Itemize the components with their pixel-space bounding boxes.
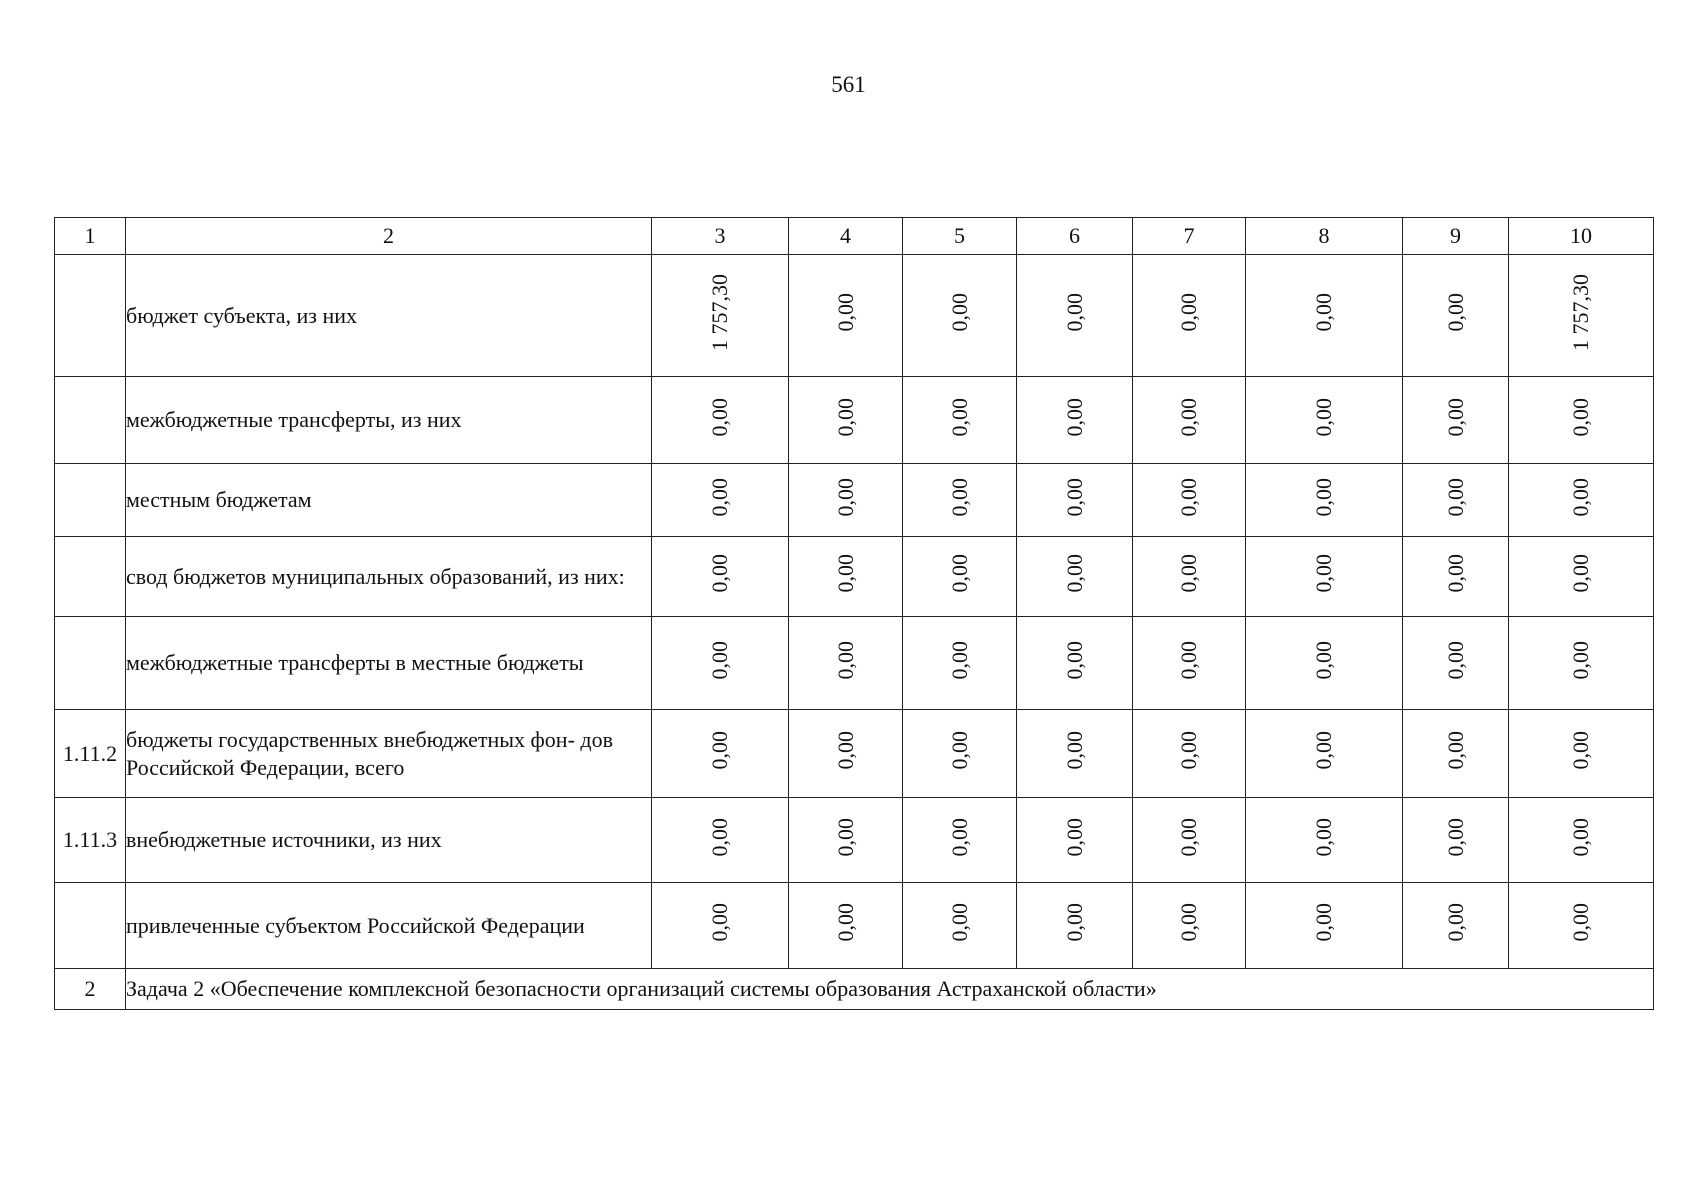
- value-cell: [789, 377, 903, 464]
- value-cell: [1403, 710, 1509, 798]
- value-text: 0,00: [1442, 397, 1468, 437]
- value-cell: [903, 537, 1017, 617]
- value-text: 0,00: [1568, 817, 1593, 857]
- value-text: 0,00: [1311, 640, 1336, 680]
- value-cell: [789, 710, 903, 798]
- column-header: 7: [1133, 218, 1246, 255]
- value-text: 0,00: [707, 397, 732, 437]
- value-cell: [789, 537, 903, 617]
- value-text: 0,00: [1176, 477, 1201, 517]
- value-cell: [1133, 464, 1246, 537]
- value-cell: [1133, 617, 1246, 710]
- value-text: 0,00: [1311, 397, 1336, 437]
- value-text: 0,00: [1311, 477, 1336, 517]
- column-header: 10: [1509, 218, 1654, 255]
- value-cell: [1246, 710, 1403, 798]
- value-cell: [1133, 255, 1246, 377]
- header-row: [55, 218, 1654, 255]
- value-cell: [1509, 464, 1654, 537]
- value-cell: [652, 883, 789, 969]
- row-number: 1.11.2: [55, 710, 126, 798]
- row-label: бюджеты государственных внебюджетных фон- дов Российской Федерации, всего: [126, 710, 652, 798]
- value-cell: [652, 617, 789, 710]
- value-text: 0,00: [832, 731, 858, 770]
- value-text: 0,00: [946, 731, 972, 770]
- value-text: 0,00: [1442, 477, 1468, 517]
- column-header: 8: [1246, 218, 1403, 255]
- row-label: местным бюджетам: [126, 464, 652, 537]
- value-cell: [652, 464, 789, 537]
- value-cell: [1403, 883, 1509, 969]
- value-cell: [1133, 710, 1246, 798]
- value-text: 0,00: [946, 554, 972, 593]
- row-number: [55, 255, 126, 377]
- value-cell: [1509, 710, 1654, 798]
- value-text: 0,00: [1176, 554, 1201, 593]
- table-row: [55, 617, 1654, 710]
- value-cell: [789, 798, 903, 883]
- table-row: [55, 710, 1654, 798]
- value-text: 0,00: [832, 903, 858, 942]
- value-cell: [1246, 537, 1403, 617]
- row-number: 1.11.3: [55, 798, 126, 883]
- value-cell: [1509, 883, 1654, 969]
- column-header: 1: [55, 218, 126, 255]
- value-cell: [1246, 464, 1403, 537]
- value-text: 0,00: [1311, 817, 1336, 857]
- value-cell: [1403, 617, 1509, 710]
- budget-table: [54, 217, 1654, 1010]
- value-cell: [903, 883, 1017, 969]
- value-text: 0,00: [946, 903, 972, 942]
- value-text: 0,00: [1442, 293, 1468, 332]
- row-number: [55, 883, 126, 969]
- value-text: 0,00: [1061, 640, 1087, 680]
- value-cell: [1017, 464, 1133, 537]
- value-text: 0,00: [1311, 293, 1336, 332]
- value-text: 0,00: [1568, 554, 1593, 593]
- value-cell: [1403, 798, 1509, 883]
- value-text: 0,00: [1442, 817, 1468, 857]
- value-text: 0,00: [946, 817, 972, 857]
- value-text: 0,00: [1176, 817, 1201, 857]
- value-cell: [903, 710, 1017, 798]
- value-text: 0,00: [1061, 731, 1087, 770]
- value-text: 0,00: [707, 817, 732, 857]
- row-number: [55, 464, 126, 537]
- value-cell: [1403, 377, 1509, 464]
- value-cell: [789, 464, 903, 537]
- column-header: 4: [789, 218, 903, 255]
- value-text: 0,00: [946, 397, 972, 437]
- value-cell: [652, 798, 789, 883]
- value-text: 0,00: [1442, 731, 1468, 770]
- value-text: 0,00: [1442, 554, 1468, 593]
- value-text: 0,00: [1061, 903, 1087, 942]
- value-cell: [1403, 464, 1509, 537]
- value-cell: [652, 537, 789, 617]
- value-text: 0,00: [1442, 903, 1468, 942]
- value-cell: [1133, 883, 1246, 969]
- row-number: [55, 537, 126, 617]
- value-text: 0,00: [1061, 554, 1087, 593]
- value-text: 0,00: [1061, 477, 1087, 517]
- row-label: свод бюджетов муниципальных образований, из них:: [126, 537, 652, 617]
- table-row: [55, 798, 1654, 883]
- value-cell: [1403, 255, 1509, 377]
- value-text: 0,00: [1176, 640, 1201, 680]
- task-row: [55, 969, 1654, 1010]
- value-text: 0,00: [1568, 640, 1593, 680]
- value-text: 0,00: [832, 817, 858, 857]
- table-row: [55, 883, 1654, 969]
- value-cell: [1017, 883, 1133, 969]
- value-text: 0,00: [946, 293, 972, 332]
- value-cell: [1133, 377, 1246, 464]
- value-cell: [1509, 537, 1654, 617]
- value-text: 0,00: [1061, 817, 1087, 857]
- value-text: 1 757,30: [1568, 274, 1593, 351]
- value-cell: [903, 255, 1017, 377]
- value-text: 1 757,30: [707, 274, 732, 351]
- value-cell: [1509, 377, 1654, 464]
- value-text: 0,00: [1176, 397, 1201, 437]
- value-text: 0,00: [1311, 731, 1336, 770]
- row-label: внебюджетные источники, из них: [126, 798, 652, 883]
- column-header: 5: [903, 218, 1017, 255]
- value-text: 0,00: [1311, 903, 1336, 942]
- value-text: 0,00: [832, 397, 858, 437]
- value-cell: [1246, 255, 1403, 377]
- value-cell: [1017, 255, 1133, 377]
- value-text: 0,00: [1176, 731, 1201, 770]
- column-header: 3: [652, 218, 789, 255]
- value-cell: [1017, 377, 1133, 464]
- row-label: бюджет субъекта, из них: [126, 255, 652, 377]
- task-number: 2: [55, 969, 126, 1010]
- value-cell: [903, 617, 1017, 710]
- value-text: 0,00: [707, 554, 732, 593]
- value-cell: [1509, 617, 1654, 710]
- row-label: межбюджетные трансферты, из них: [126, 377, 652, 464]
- value-cell: [652, 255, 789, 377]
- value-cell: [652, 710, 789, 798]
- task-label: Задача 2 «Обеспечение комплексной безопасности организаций системы образования Астраханской области»: [126, 969, 1654, 1010]
- value-text: 0,00: [1568, 731, 1593, 770]
- row-label: привлеченные субъектом Российской Федерации: [126, 883, 652, 969]
- value-cell: [1246, 617, 1403, 710]
- value-text: 0,00: [707, 477, 732, 517]
- table-row: [55, 537, 1654, 617]
- value-cell: [903, 464, 1017, 537]
- value-text: 0,00: [832, 477, 858, 517]
- value-cell: [1017, 537, 1133, 617]
- value-cell: [1133, 537, 1246, 617]
- row-label: межбюджетные трансферты в местные бюджеты: [126, 617, 652, 710]
- value-cell: [1509, 255, 1654, 377]
- table-row: [55, 255, 1654, 377]
- value-text: 0,00: [1061, 397, 1087, 437]
- value-text: 0,00: [1442, 640, 1468, 680]
- value-cell: [789, 255, 903, 377]
- column-header: 2: [126, 218, 652, 255]
- value-text: 0,00: [1176, 293, 1201, 332]
- value-text: 0,00: [946, 640, 972, 680]
- value-cell: [1403, 537, 1509, 617]
- value-cell: [1017, 710, 1133, 798]
- value-text: 0,00: [707, 640, 732, 680]
- value-text: 0,00: [1061, 293, 1087, 332]
- value-cell: [789, 617, 903, 710]
- value-cell: [1246, 798, 1403, 883]
- value-cell: [903, 377, 1017, 464]
- value-text: 0,00: [1568, 903, 1593, 942]
- row-number: [55, 377, 126, 464]
- value-text: 0,00: [1311, 554, 1336, 593]
- value-cell: [1017, 798, 1133, 883]
- value-text: 0,00: [832, 554, 858, 593]
- table-row: [55, 377, 1654, 464]
- value-text: 0,00: [707, 731, 732, 770]
- value-text: 0,00: [1568, 477, 1593, 517]
- value-cell: [1017, 617, 1133, 710]
- value-text: 0,00: [832, 640, 858, 680]
- value-text: 0,00: [707, 903, 732, 942]
- value-text: 0,00: [1568, 397, 1593, 437]
- table-row: [55, 464, 1654, 537]
- value-cell: [652, 377, 789, 464]
- column-header: 6: [1017, 218, 1133, 255]
- value-cell: [1246, 377, 1403, 464]
- value-text: 0,00: [832, 293, 858, 332]
- value-cell: [1246, 883, 1403, 969]
- value-cell: [789, 883, 903, 969]
- value-text: 0,00: [1176, 903, 1201, 942]
- row-number: [55, 617, 126, 710]
- value-cell: [1509, 798, 1654, 883]
- value-cell: [1133, 798, 1246, 883]
- value-cell: [903, 798, 1017, 883]
- page-number: 561: [831, 72, 866, 97]
- value-text: 0,00: [946, 477, 972, 517]
- column-header: 9: [1403, 218, 1509, 255]
